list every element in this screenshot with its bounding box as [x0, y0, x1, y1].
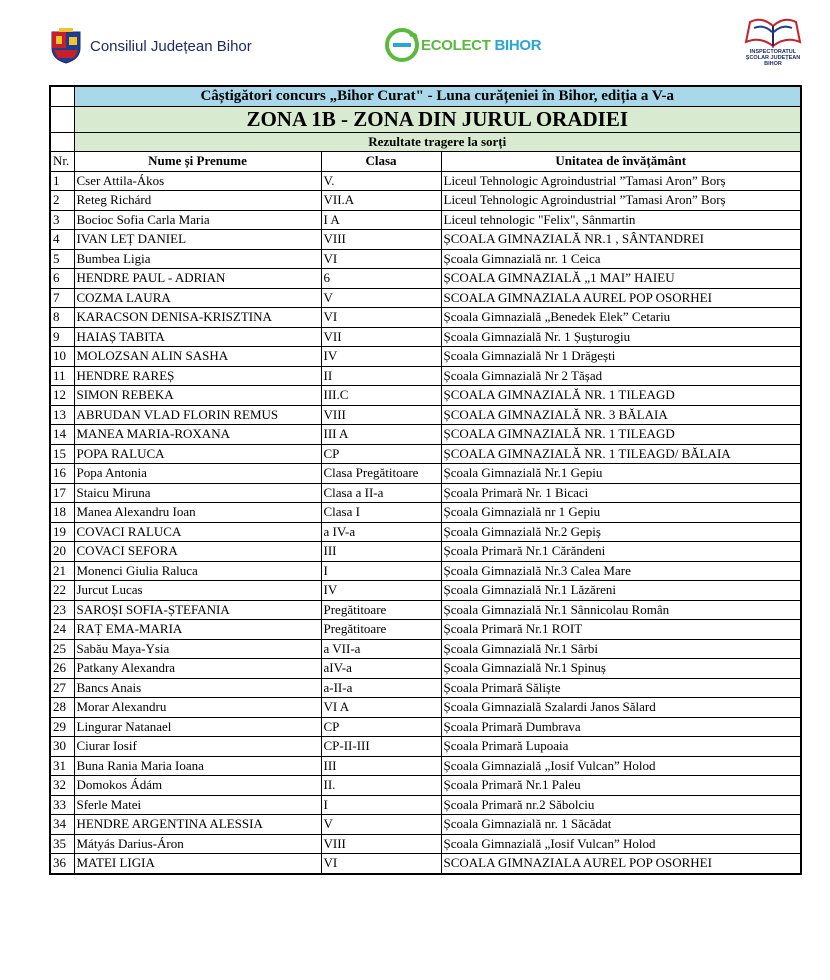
winners-table [49, 85, 802, 875]
cell-name: Cser Attila-Ákos [74, 171, 321, 191]
cell-class: CP-II-III [321, 737, 441, 757]
cell-class: Pregătitoare [321, 600, 441, 620]
consiliul-judetean-text: Consiliul Județean Bihor [90, 37, 252, 55]
cell-class: a VII-a [321, 639, 441, 659]
table-row [50, 327, 801, 347]
table-row [50, 171, 801, 191]
cell-name: Morar Alexandru [74, 698, 321, 718]
cell-name: MATEI LIGIA [74, 854, 321, 874]
header-row [50, 152, 801, 172]
table-row [50, 717, 801, 737]
cell-nr: 3 [50, 210, 74, 230]
cell-school: Școala Gimnazială Nr.1 Gepiu [441, 464, 801, 484]
inspectoratul-text: INSPECTORATUL ȘCOLAR JUDEȚEAN BIHOR [745, 49, 801, 67]
cell-school: Școala Primară Lupoaia [441, 737, 801, 757]
title-row [50, 86, 801, 106]
cell-class: IV [321, 347, 441, 367]
cell-school: Școala Gimnazială Nr.1 Spinuș [441, 659, 801, 679]
cell-class: VI [321, 308, 441, 328]
table-row [50, 737, 801, 757]
table-row [50, 425, 801, 445]
cell-name: POPA RALUCA [74, 444, 321, 464]
cell-nr: 5 [50, 249, 74, 269]
table-row [50, 815, 801, 835]
cell-name: SAROȘI SOFIA-ȘTEFANIA [74, 600, 321, 620]
cell-nr: 15 [50, 444, 74, 464]
cell-name: HENDRE PAUL - ADRIAN [74, 269, 321, 289]
cell-school: Școala Gimnazială Nr.1 Lăzăreni [441, 581, 801, 601]
ecolect-e-icon [385, 28, 419, 62]
cell-nr: 16 [50, 464, 74, 484]
cell-school: Școala Primară Nr.1 ROIT [441, 620, 801, 640]
cell-nr: 19 [50, 522, 74, 542]
cell-nr: 29 [50, 717, 74, 737]
subtitle: Rezultate tragere la sorți [74, 132, 801, 152]
cell-nr: 8 [50, 308, 74, 328]
cell-class: VI A [321, 698, 441, 718]
cell-school: Școala Gimnazială „Iosif Vulcan” Holod [441, 834, 801, 854]
cell-nr: 11 [50, 366, 74, 386]
cell-nr: 33 [50, 795, 74, 815]
ecolect-logo [385, 28, 541, 62]
cell-school: Școala Primară Dumbrava [441, 717, 801, 737]
cell-nr: 34 [50, 815, 74, 835]
cell-name: HENDRE RAREȘ [74, 366, 321, 386]
table-row [50, 386, 801, 406]
cell-class: II. [321, 776, 441, 796]
cell-school: Școala Gimnazială nr 1 Gepiu [441, 503, 801, 523]
cell-name: Sferle Matei [74, 795, 321, 815]
cell-school: SCOALA GIMNAZIALA AUREL POP OSORHEI [441, 854, 801, 874]
cell-nr: 2 [50, 191, 74, 211]
table-row [50, 698, 801, 718]
cell-name: HENDRE ARGENTINA ALESSIA [74, 815, 321, 835]
cell-school: Liceul tehnologic "Felix", Sânmartin [441, 210, 801, 230]
cell-nr: 10 [50, 347, 74, 367]
cell-school: Școala Gimnazială „Iosif Vulcan” Holod [441, 756, 801, 776]
cell-name: Ciurar Iosif [74, 737, 321, 757]
cell-name: Monenci Giulia Raluca [74, 561, 321, 581]
cell-class: CP [321, 717, 441, 737]
cell-name: Lingurar Natanael [74, 717, 321, 737]
cell-school: ȘCOALA GIMNAZIALĂ NR. 1 TILEAGD [441, 425, 801, 445]
cell-name: IVAN LEȚ DANIEL [74, 230, 321, 250]
table-row [50, 230, 801, 250]
cell-nr: 9 [50, 327, 74, 347]
table-row [50, 542, 801, 562]
cell-school: ȘCOALA GIMNAZIALĂ NR. 3 BĂLAIA [441, 405, 801, 425]
table-row [50, 659, 801, 679]
cell-school: ȘCOALA GIMNAZIALĂ „1 MAI” HAIEU [441, 269, 801, 289]
cell-nr: 13 [50, 405, 74, 425]
cell-nr: 1 [50, 171, 74, 191]
table-row [50, 288, 801, 308]
table-row [50, 191, 801, 211]
column-header-class: Clasa [321, 152, 441, 172]
cell-nr: 14 [50, 425, 74, 445]
table-row [50, 366, 801, 386]
cell-name: Reteg Richárd [74, 191, 321, 211]
cell-class: III A [321, 425, 441, 445]
cell-school: Școala Gimnazială nr. 1 Săcădat [441, 815, 801, 835]
cell-nr: 25 [50, 639, 74, 659]
table-row [50, 776, 801, 796]
cell-class: I [321, 795, 441, 815]
crest-icon [50, 28, 82, 64]
cell-class: VI [321, 249, 441, 269]
cell-class: Pregătitoare [321, 620, 441, 640]
cell-class: IV [321, 581, 441, 601]
cell-name: SIMON REBEKA [74, 386, 321, 406]
cell-name: Sabău Maya-Ysia [74, 639, 321, 659]
cell-nr: 17 [50, 483, 74, 503]
cell-school: Școala Gimnazială nr. 1 Ceica [441, 249, 801, 269]
zone-title: ZONA 1B - ZONA DIN JURUL ORADIEI [74, 106, 801, 132]
cell-name: KARACSON DENISA-KRISZTINA [74, 308, 321, 328]
cell-class: VIII [321, 405, 441, 425]
table-row [50, 639, 801, 659]
cell-nr: 28 [50, 698, 74, 718]
subtitle-row [50, 132, 801, 152]
table-row [50, 678, 801, 698]
cell-name: Bancs Anais [74, 678, 321, 698]
cell-name: Staicu Miruna [74, 483, 321, 503]
table-row [50, 600, 801, 620]
column-header-school: Unitatea de învățământ [441, 152, 801, 172]
cell-nr: 30 [50, 737, 74, 757]
cell-nr: 26 [50, 659, 74, 679]
cell-name: Domokos Ádám [74, 776, 321, 796]
cell-class: Clasa Pregătitoare [321, 464, 441, 484]
cell-nr: 22 [50, 581, 74, 601]
cell-class: VIII [321, 230, 441, 250]
table-row [50, 503, 801, 523]
cell-class: III.C [321, 386, 441, 406]
table-row [50, 522, 801, 542]
inspectoratul-logo [742, 14, 804, 72]
cell-school: Școala Primară Nr.1 Cărăndeni [441, 542, 801, 562]
cell-name: ABRUDAN VLAD FLORIN REMUS [74, 405, 321, 425]
table-row [50, 854, 801, 874]
cell-nr: 35 [50, 834, 74, 854]
cell-class: aIV-a [321, 659, 441, 679]
cell-name: COZMA LAURA [74, 288, 321, 308]
cell-class: VII [321, 327, 441, 347]
cell-class: III [321, 756, 441, 776]
table-row [50, 581, 801, 601]
cell-nr: 4 [50, 230, 74, 250]
ecolect-text: ECOLECT BIHOR [421, 36, 542, 54]
cell-class: III [321, 542, 441, 562]
cell-class: CP [321, 444, 441, 464]
cell-nr: 23 [50, 600, 74, 620]
cell-class: I [321, 561, 441, 581]
cell-school: SCOALA GIMNAZIALA AUREL POP OSORHEI [441, 288, 801, 308]
cell-class: V. [321, 171, 441, 191]
cell-nr: 31 [50, 756, 74, 776]
cell-class: V [321, 288, 441, 308]
table-row [50, 795, 801, 815]
cell-school: ȘCOALA GIMNAZIALĂ NR.1 , SÂNTANDREI [441, 230, 801, 250]
table-row [50, 620, 801, 640]
cell-name: MOLOZSAN ALIN SASHA [74, 347, 321, 367]
cell-name: RAȚ EMA-MARIA [74, 620, 321, 640]
cell-name: Bocioc Sofia Carla Maria [74, 210, 321, 230]
book-icon [742, 14, 804, 50]
cell-class: I A [321, 210, 441, 230]
cell-nr: 36 [50, 854, 74, 874]
cell-school: Școala Primară Nr.1 Paleu [441, 776, 801, 796]
cell-name: Popa Antonia [74, 464, 321, 484]
cell-class: VIII [321, 834, 441, 854]
cell-school: Școala Primară Nr. 1 Bicaci [441, 483, 801, 503]
cell-class: Clasa a II-a [321, 483, 441, 503]
zone-row [50, 106, 801, 132]
cell-class: VI [321, 854, 441, 874]
table-row [50, 308, 801, 328]
cell-school: Școala Gimnazială Nr 2 Tășad [441, 366, 801, 386]
cell-nr: 12 [50, 386, 74, 406]
cell-class: Clasa I [321, 503, 441, 523]
cell-nr: 32 [50, 776, 74, 796]
cell-school: Școala Primară nr.2 Săbolciu [441, 795, 801, 815]
cell-school: Școala Gimnazială Nr 1 Drăgești [441, 347, 801, 367]
cell-school: ȘCOALA GIMNAZIALĂ NR. 1 TILEAGD [441, 386, 801, 406]
table-row [50, 561, 801, 581]
cell-nr: 24 [50, 620, 74, 640]
cell-class: II [321, 366, 441, 386]
cell-class: V [321, 815, 441, 835]
table-row [50, 347, 801, 367]
cell-name: Bumbea Ligia [74, 249, 321, 269]
table-row [50, 405, 801, 425]
cell-school: Școala Gimnazială Nr.1 Sârbi [441, 639, 801, 659]
cell-nr: 20 [50, 542, 74, 562]
cell-nr: 7 [50, 288, 74, 308]
cell-school: Școala Gimnazială Nr. 1 Șușturogiu [441, 327, 801, 347]
cell-nr: 6 [50, 269, 74, 289]
logo-bar [0, 0, 830, 80]
table-row [50, 464, 801, 484]
cell-school: ȘCOALA GIMNAZIALĂ NR. 1 TILEAGD/ BĂLAIA [441, 444, 801, 464]
table-row [50, 249, 801, 269]
table-row [50, 444, 801, 464]
cell-nr: 21 [50, 561, 74, 581]
cell-school: Liceul Tehnologic Agroindustrial ”Tamasi Aron” Borș [441, 191, 801, 211]
cell-class: 6 [321, 269, 441, 289]
cell-class: a-II-a [321, 678, 441, 698]
cell-school: Școala Gimnazială Szalardi Janos Sălard [441, 698, 801, 718]
column-header-nr: Nr. [50, 152, 74, 172]
page-title: Câștigători concurs „Bihor Curat" - Luna curățeniei în Bihor, ediția a V-a [74, 86, 801, 106]
cell-school: Liceul Tehnologic Agroindustrial ”Tamasi Aron” Borș [441, 171, 801, 191]
table-row [50, 834, 801, 854]
cell-name: Jurcut Lucas [74, 581, 321, 601]
cell-school: Școala Gimnazială „Benedek Elek” Cetariu [441, 308, 801, 328]
cell-name: MANEA MARIA-ROXANA [74, 425, 321, 445]
cell-school: Școala Gimnazială Nr.1 Sânnicolau Român [441, 600, 801, 620]
cell-name: Buna Rania Maria Ioana [74, 756, 321, 776]
cell-name: Patkany Alexandra [74, 659, 321, 679]
table-row [50, 483, 801, 503]
cell-class: VII.A [321, 191, 441, 211]
cell-nr: 18 [50, 503, 74, 523]
cell-name: Mátyás Darius-Áron [74, 834, 321, 854]
cell-name: COVACI SEFORA [74, 542, 321, 562]
cell-school: Școala Primară Săliște [441, 678, 801, 698]
table-row [50, 269, 801, 289]
cell-school: Școala Gimnazială Nr.2 Gepiș [441, 522, 801, 542]
column-header-name: Nume și Prenume [74, 152, 321, 172]
cell-name: COVACI RALUCA [74, 522, 321, 542]
table-row [50, 756, 801, 776]
table-row [50, 210, 801, 230]
cell-name: Manea Alexandru Ioan [74, 503, 321, 523]
cell-class: a IV-a [321, 522, 441, 542]
cell-name: HAIAȘ TABITA [74, 327, 321, 347]
cell-nr: 27 [50, 678, 74, 698]
cell-school: Școala Gimnazială Nr.3 Calea Mare [441, 561, 801, 581]
consiliul-judetean-logo [50, 28, 252, 64]
